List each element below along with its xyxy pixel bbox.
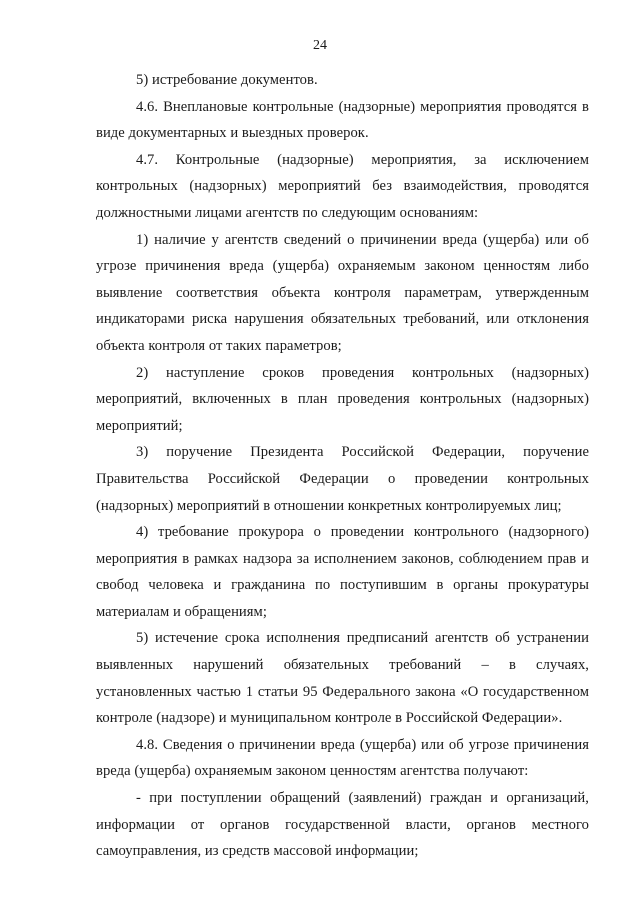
paragraph-4-6: 4.6. Внеплановые контрольные (надзорные) мероприятия проводятся в виде документарных и выездных проверок. [96, 98, 589, 142]
document-body [96, 67, 589, 865]
paragraph-basis-2: 2) наступление сроков проведения контрольных (надзорных) мероприятий, включенных в план проведения контрольных (надзорных) мероприятий; [96, 364, 589, 434]
paragraph-basis-4: 4) требование прокурора о проведении контрольного (надзорного) мероприятия в рамках надзора за исполнением законов, соблюдением прав и свобод человека и гражданина по поступившим в органы прокуратуры материалам и обращениям; [96, 524, 589, 620]
paragraph-basis-1: 1) наличие у агентств сведений о причинении вреда (ущерба) или об угрозе причинения вреда (ущерба) охраняемым законом ценностям либо выявление соответствия объекта контроля параметрам, утвержденным индикаторами риска нарушения обязательных требований, или отклонения объекта контроля от таких параметров; [96, 231, 589, 354]
page-number: 24 [313, 38, 327, 53]
paragraph-basis-5: 5) истечение срока исполнения предписаний агентств об устранении выявленных нарушений обязательных требований – в случаях, установленных частью 1 статьи 95 Федерального закона «О государственном контроле (надзоре) и муниципальном контроле в Российской Федерации». [96, 630, 589, 727]
paragraph-4-8: 4.8. Сведения о причинении вреда (ущерба) или об угрозе причинения вреда (ущерба) охраняемым законом ценностям агентства получают: [96, 736, 589, 780]
paragraph-basis-3: 3) поручение Президента Российской Федерации, поручение Правительства Российской Федерации о проведении контрольных (надзорных) мероприятий в отношении конкретных контролируемых лиц; [96, 444, 589, 514]
paragraph-item-5-documents: 5) истребование документов. [136, 72, 318, 88]
paragraph-4-7: 4.7. Контрольные (надзорные) мероприятия, за исключением контрольных (надзорных) мероприятий без взаимодействия, проводятся должностными лицами агентств по следующим основаниям: [96, 151, 589, 221]
paragraph-4-8-item-1: - при поступлении обращений (заявлений) граждан и организаций, информации от органов государственной власти, органов местного самоуправления, из средств массовой информации; [96, 790, 589, 860]
